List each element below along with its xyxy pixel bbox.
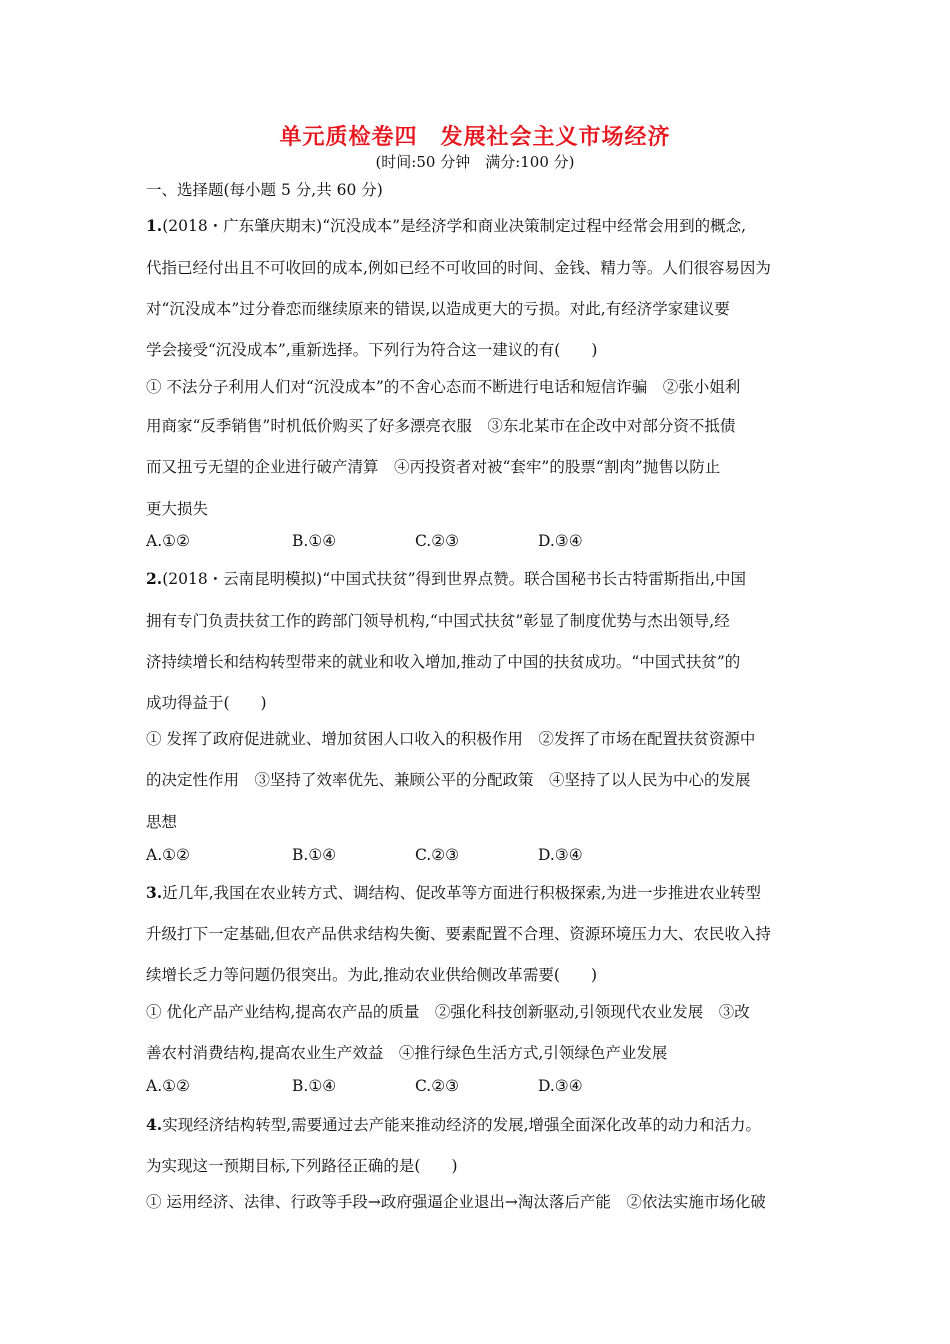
question-line: 代指已经付出且不可收回的成本,例如已经不可收回的时间、金钱、精力等。人们很容易因为 xyxy=(146,259,771,277)
question-text: (2018・云南昆明模拟)“中国式扶贫”得到世界点赞。联合国秘书长古特雷斯指出,中国 xyxy=(162,570,747,588)
question-line: 升级打下一定基础,但农产品供求结构失衡、要素配置不合理、资源环境压力大、农民收入持 xyxy=(146,925,771,943)
option-a: A.①② xyxy=(146,1077,190,1095)
question-text: (2018・广东肇庆期末)“沉没成本”是经济学和商业决策制定过程中经常会用到的概念, xyxy=(162,217,747,235)
statement-line: ① 发挥了政府促进就业、增加贫困人口收入的积极作用 ②发挥了市场在配置扶贫资源中 xyxy=(146,730,756,748)
option-b: B.①④ xyxy=(292,532,337,550)
question-number: 4. xyxy=(146,1115,163,1134)
question-line xyxy=(146,1113,761,1135)
option-c: C.②③ xyxy=(415,532,460,550)
question-text: 实现经济结构转型,需要通过去产能来推动经济的发展,增强全面深化改革的动力和活力。 xyxy=(162,1116,762,1134)
statement-line: 思想 xyxy=(146,813,178,831)
question-line: 拥有专门负责扶贫工作的跨部门领导机构,“中国式扶贫”彰显了制度优势与杰出领导,经 xyxy=(146,612,730,630)
option-c: C.②③ xyxy=(415,1077,460,1095)
option-c: C.②③ xyxy=(415,846,460,864)
question-line xyxy=(146,881,761,903)
question-text: 近几年,我国在农业转方式、调结构、促改革等方面进行积极探索,为进一步推进农业转型 xyxy=(162,884,762,902)
option-b: B.①④ xyxy=(292,846,337,864)
statement-line: 的决定性作用 ③坚持了效率优先、兼顾公平的分配政策 ④坚持了以人民为中心的发展 xyxy=(146,771,751,789)
question-number: 2. xyxy=(146,569,163,588)
question-line xyxy=(146,214,746,236)
page-subtitle: (时间:50 分钟 满分:100 分) xyxy=(375,153,575,171)
statement-line: 善农村消费结构,提高农业生产效益 ④推行绿色生活方式,引领绿色产业发展 xyxy=(146,1044,668,1062)
option-a: A.①② xyxy=(146,532,190,550)
question-line: 为实现这一预期目标,下列路径正确的是( ) xyxy=(146,1157,458,1175)
statement-line: ① 优化产品产业结构,提高农产品的质量 ②强化科技创新驱动,引领现代农业发展 ③改 xyxy=(146,1003,750,1021)
question-number: 3. xyxy=(146,883,163,902)
question-line: 续增长乏力等问题仍很突出。为此,推动农业供给侧改革需要( ) xyxy=(146,966,598,984)
option-d: D.③④ xyxy=(538,1077,583,1095)
question-line: 学会接受“沉没成本”,重新选择。下列行为符合这一建议的有( ) xyxy=(146,341,598,359)
page-title: 单元质检卷四 发展社会主义市场经济 xyxy=(279,124,671,150)
option-b: B.①④ xyxy=(292,1077,337,1095)
statement-line: 用商家“反季销售”时机低价购买了好多漂亮衣服 ③东北某市在企改中对部分资不抵债 xyxy=(146,417,736,435)
statement-line: 而又扭亏无望的企业进行破产清算 ④丙投资者对被“套牢”的股票“割肉”抛售以防止 xyxy=(146,458,721,476)
statement-line: ① 不法分子利用人们对“沉没成本”的不舍心态而不断进行电话和短信诈骗 ②张小姐利 xyxy=(146,378,741,396)
question-line: 成功得益于( ) xyxy=(146,694,267,712)
question-line xyxy=(146,567,746,589)
option-d: D.③④ xyxy=(538,846,583,864)
option-a: A.①② xyxy=(146,846,190,864)
statement-line: 更大损失 xyxy=(146,500,209,518)
question-line: 济持续增长和结构转型带来的就业和收入增加,推动了中国的扶贫成功。“中国式扶贫”的 xyxy=(146,653,741,671)
question-line: 对“沉没成本”过分眷恋而继续原来的错误,以造成更大的亏损。对此,有经济学家建议要 xyxy=(146,300,730,318)
option-d: D.③④ xyxy=(538,532,583,550)
question-number: 1. xyxy=(146,216,163,235)
statement-line: ① 运用经济、法律、行政等手段→政府强逼企业退出→淘汰落后产能 ②依法实施市场化破 xyxy=(146,1193,766,1211)
section-heading: 一、选择题(每小题 5 分,共 60 分) xyxy=(146,181,383,199)
